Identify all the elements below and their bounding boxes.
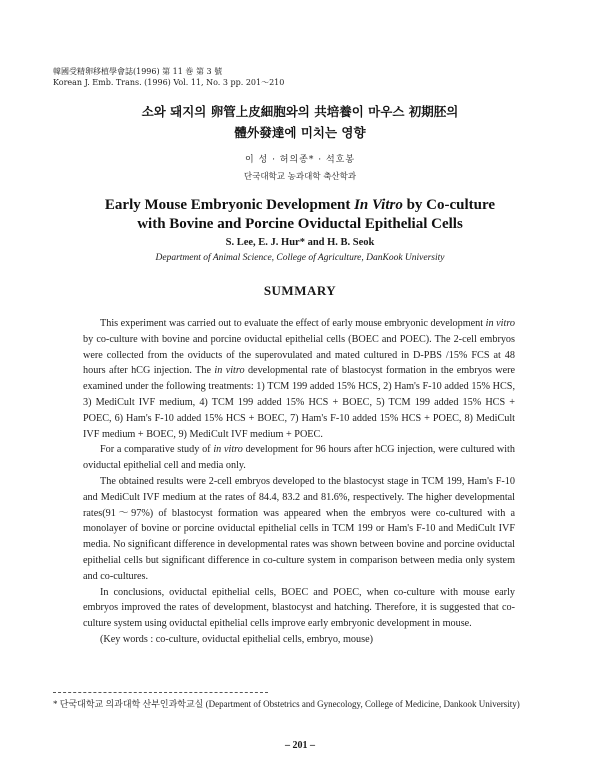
summary-paragraph-1 [83, 316, 515, 442]
p1-text-b: by co-culture with bovine and porcine oviductal epithelial cells (BOEC and POEC). The 2-cell embryos were collected from the oviducts of the superovulated and mated cultured in D-PBS /15% FCS at 48 hours after hCG injection. The [83, 333, 515, 377]
p1-italic-1: in vitro [485, 318, 516, 329]
english-authors: S. Lee, E. J. Hur* and H. B. Seok [225, 237, 375, 248]
journal-citation-english: Korean J. Emb. Trans. (1996) Vol. 11, No. 3 pp. 201～210 [53, 78, 285, 87]
footnote-text: 단국대학교 의과대학 산부인과학교실 (Department of Obstetrics and Gynecology, College of Medicine, Dankook University) [57, 699, 520, 709]
footnote-divider [53, 692, 268, 693]
page-number: – 201 – [285, 740, 315, 751]
keywords: (Key words : co-culture, oviductal epithelial cells, embryo, mouse) [100, 633, 373, 645]
english-title-italic: In Vitro [354, 197, 403, 213]
korean-authors: 이 성 · 허의종* · 석호봉 [244, 155, 356, 165]
english-title-pre: Early Mouse Embryonic Development [104, 197, 355, 213]
english-department: Department of Animal Science, College of Agriculture, DanKook University [155, 253, 445, 263]
english-title-line1 [0, 196, 600, 215]
p2-italic: in vitro [213, 444, 243, 456]
p2-text-b: development for 96 hours after hCG injection, were cultured with oviductal epithelial cell and media only. [83, 444, 515, 472]
journal-citation-korean: 韓國受精卵移植學會誌(1996) 第 11 巻 第 3 號 [53, 67, 223, 76]
summary-paragraph-3: The obtained results were 2-cell embryos developed to the blastocyst stage in TCM 199, Ham's F-10 and MediCult IVF medium at the rates of 84.4, 83.2 and 81.6%, respectively. The higher developmental rates(91～97%) of blastocyst formation was appeared when the embryos were co-cultured with a monolayer of bovine or porcine oviductal epithelial cells in TCM 199 or Ham's F-10 and MediCult IVF media. No significant difference in developmental rates was shown between bovine and porcine oviductal epithelial cells but significant difference in co-culture system in comparison between media only system and co-cultures. [83, 475, 515, 582]
korean-title-line2: 體外發達에 미치는 영향 [234, 125, 366, 140]
summary-heading: SUMMARY [263, 283, 337, 298]
summary-paragraph-2 [83, 442, 515, 474]
p1-text-a: This experiment was carried out to evaluate the effect of early mouse embryonic development [100, 318, 486, 329]
korean-department: 단국대학교 농과대학 축산학과 [243, 172, 357, 182]
p2-text-a: For a comparative study of [100, 444, 214, 456]
footnote-marker: * [53, 699, 58, 709]
journal-header [53, 66, 284, 88]
footnote [53, 698, 523, 710]
english-title-post: by Co-culture [402, 197, 496, 213]
p1-text-c: developmental rate of blastocyst formation in the embryos were examined under the following treatments: 1) TCM 199 added 15% HCS, 2) Ham's F-10 added 15% HCS, 3) MediCult IVF medium, 4) TCM 199 added 15% HCS + BOEC, 5) TCM 199 added 15% HCS + POEC, 6) Ham's F-10 added 15% HCS + BOEC, 7) Ham's F-10 added 15% HCS + POEC, 8) MediCult IVF medium + BOEC, 9) MediCult IVF medium + POEC. [83, 365, 516, 440]
english-title-line2: with Bovine and Porcine Oviductal Epithelial Cells [137, 216, 463, 232]
p1-italic-2: in vitro [214, 365, 245, 377]
korean-title-line1: 소와 돼지의 卵管上皮細胞와의 共培養이 마우스 初期胚의 [141, 104, 459, 119]
summary-body [83, 316, 515, 648]
summary-paragraph-4: In conclusions, oviductal epithelial cells, BOEC and POEC, when co-culture with mouse early embryos improved the rates of development, blastocyst and hatching. Therefore, it is suggested that co-culture system using oviductal epithelial cells improve early embryonic development in mouse. [83, 586, 515, 630]
